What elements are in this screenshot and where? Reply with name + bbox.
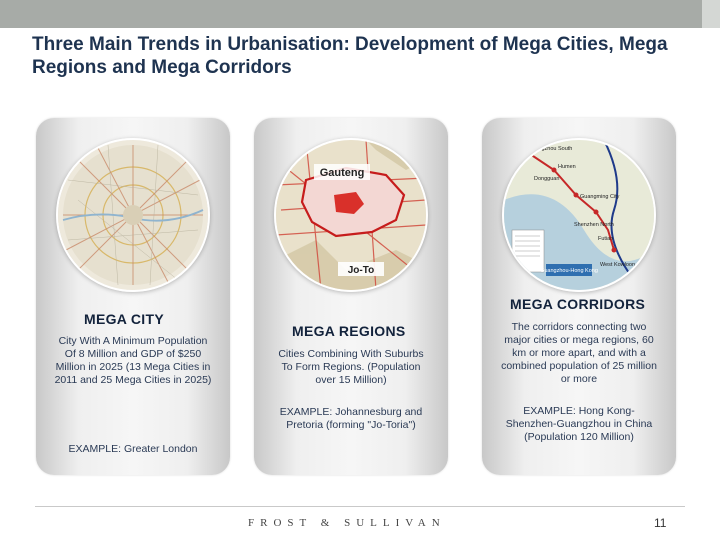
jo-toria-label: Jo-To (347, 265, 375, 276)
corridor-label-futian: Futian (598, 236, 614, 242)
card-mega-city (36, 118, 230, 475)
example-mega-city: EXAMPLE: Greater London (68, 443, 198, 455)
heading-mega-city: MEGA CITY (84, 311, 164, 327)
example-mega-corridors: EXAMPLE: Hong Kong-Shenzhen-Guangzhou in China (Population 120 Million) (505, 405, 653, 443)
header-band (0, 0, 720, 28)
corridor-label-guangzhou-south: Guangzhou South (528, 146, 573, 152)
example-mega-regions: EXAMPLE: Johannesburg and Pretoria (forming "Jo-Toria") (279, 406, 423, 431)
corridor-label-humen: Humen (558, 164, 576, 170)
description-mega-corridors: The corridors connecting two major cities or mega regions, 60 km or more apart, and with a combined population of 25 million or more (501, 321, 657, 385)
heading-mega-regions: MEGA REGIONS (292, 323, 406, 339)
corridor-label-west-kowloon: West Kowloon (600, 262, 636, 268)
gauteng-label: Gauteng (319, 167, 365, 179)
card-mega-regions (254, 118, 448, 475)
frost-sullivan-logo: FROST & SULLIVAN (248, 517, 446, 529)
corridor-label-shenzhen-north: Shenzhen North (574, 222, 614, 228)
description-mega-city: City With A Minimum Population Of 8 Million and GDP of $250 Million in 2025 (13 Mega Cities in 2011 and 25 Mega Cities in 2025) (54, 335, 212, 386)
heading-mega-corridors: MEGA CORRIDORS (510, 296, 646, 312)
corridor-label-guangming: Guangming City (580, 194, 620, 200)
corridor-label-dongguan: Dongguan (534, 176, 560, 182)
page-number: 11 (654, 516, 667, 530)
slide-title: Three Main Trends in Urbanisation: Development of Mega Cities, Mega Regions and Mega Corridors (32, 34, 668, 78)
london-map-image (56, 138, 210, 292)
footer-divider (35, 506, 685, 507)
card-mega-corridors (482, 118, 676, 475)
corridor-label-line: Guangzhou-Hong Kong (540, 268, 598, 274)
corridor-map-image (502, 138, 656, 292)
header-band-corner (702, 0, 720, 28)
gauteng-map-image (274, 138, 428, 292)
description-mega-regions: Cities Combining With Suburbs To Form Regions. (Population over 15 Million) (278, 348, 424, 386)
